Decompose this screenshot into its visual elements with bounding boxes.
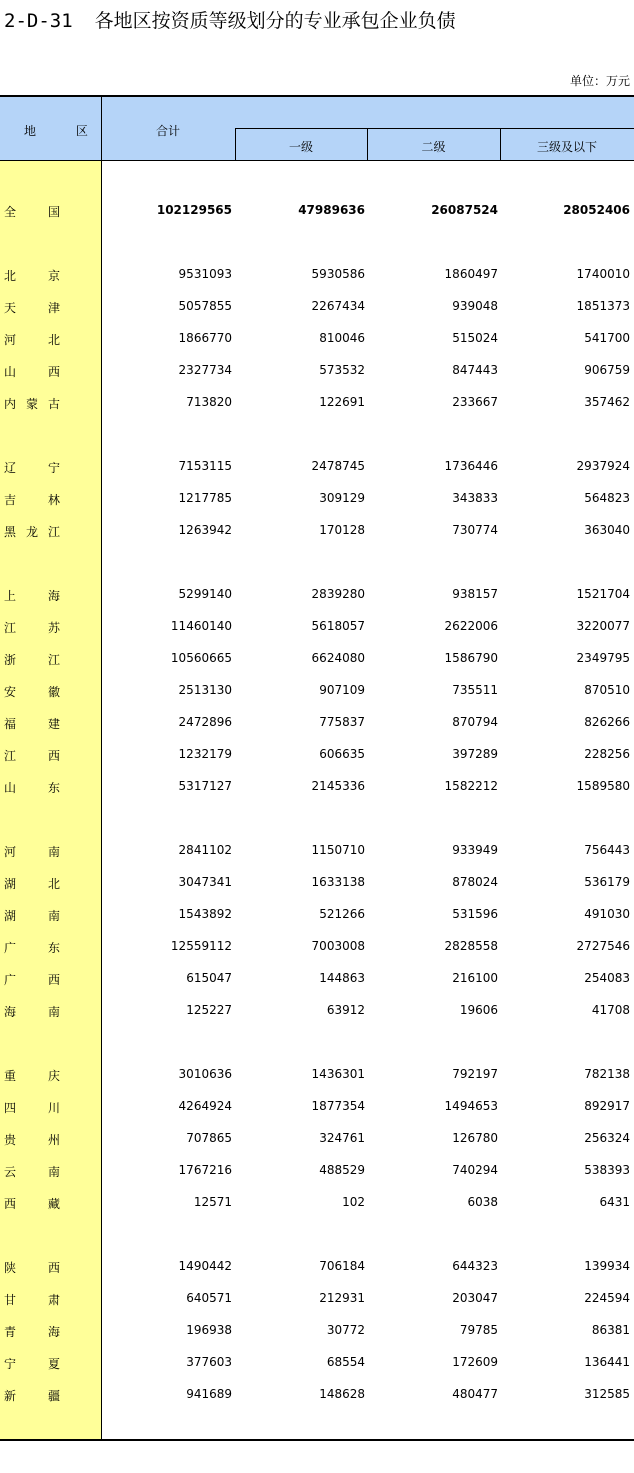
cell-total: 3010636 [178,1067,232,1081]
region-name-char: 宁 [4,1357,17,1371]
region-name [4,1003,60,1020]
region-name [4,715,60,732]
region-name-char: 江 [4,621,17,635]
region-name-char: 上 [4,589,17,603]
cell-total: 102129565 [156,203,232,217]
cell-level1: 606635 [319,747,365,761]
cell-level3: 228256 [584,747,630,761]
region-name-char: 南 [47,909,60,923]
region-name-char: 西 [47,749,60,763]
cell-level3: 1851373 [576,299,630,313]
region-name [4,1099,60,1116]
cell-level2: 203047 [452,1291,498,1305]
table-row [0,360,634,380]
cell-level2: 19606 [459,1003,498,1017]
region-name-char: 北 [47,333,60,347]
region-name-char: 蒙 [25,397,38,411]
region-name [4,651,60,668]
cell-level3: 2727546 [576,939,630,953]
cell-level3: 892917 [584,1099,630,1113]
region-name-char: 夏 [47,1357,60,1371]
cell-level2: 847443 [452,363,498,377]
cell-level1: 212931 [319,1291,365,1305]
region-name-char: 藏 [47,1197,60,1211]
cell-level1: 148628 [319,1387,365,1401]
cell-level3: 28052406 [563,203,630,217]
region-name-char: 西 [47,1261,60,1275]
region-name-char: 湖 [4,877,17,891]
cell-level2: 2622006 [444,619,498,633]
region-name [4,683,60,700]
cell-level2: 1736446 [444,459,498,473]
region-name-char: 安 [4,685,17,699]
table-row [0,616,634,636]
region-name-char: 全 [4,205,17,219]
table-row [0,1000,634,1020]
region-name-char: 贵 [4,1133,17,1147]
region-name [4,971,60,988]
region-name-char: 龙 [25,525,38,539]
table-row [0,968,634,988]
header-region: 地 区 [24,124,106,138]
region-name-char: 东 [47,781,60,795]
table-row [0,904,634,924]
table-row [0,488,634,508]
cell-total: 12559112 [170,939,232,953]
cell-level1: 1436301 [311,1067,365,1081]
cell-level1: 1150710 [311,843,365,857]
region-name [4,1387,60,1404]
cell-level3: 41708 [591,1003,630,1017]
region-name [4,1195,60,1212]
cell-level2: 216100 [452,971,498,985]
region-name-char: 青 [4,1325,17,1339]
cell-level3: 136441 [584,1355,630,1369]
cell-level1: 324761 [319,1131,365,1145]
cell-total: 615047 [186,971,232,985]
cell-level3: 2937924 [576,459,630,473]
region-name-char: 广 [4,941,17,955]
region-name-char: 南 [47,845,60,859]
cell-total: 1543892 [178,907,232,921]
cell-level3: 538393 [584,1163,630,1177]
table-row [0,936,634,956]
cell-level1: 2145336 [311,779,365,793]
region-name-char: 苏 [47,621,60,635]
cell-level1: 573532 [319,363,365,377]
cell-total: 4264924 [178,1099,232,1113]
cell-total: 196938 [186,1323,232,1337]
cell-level3: 826266 [584,715,630,729]
region-name-char: 南 [47,1165,60,1179]
region-name [4,1163,60,1180]
table-row [0,1288,634,1308]
cell-level2: 792197 [452,1067,498,1081]
page-title [4,6,456,33]
cell-level1: 6624080 [311,651,365,665]
table-row [0,584,634,604]
cell-level2: 515024 [452,331,498,345]
region-name-char: 湖 [4,909,17,923]
region-name [4,1067,60,1084]
region-name-char: 北 [47,877,60,891]
region-name [4,331,60,348]
region-name [4,1355,60,1372]
region-name-char: 东 [47,941,60,955]
table-row [0,712,634,732]
cell-level1: 1633138 [311,875,365,889]
region-name-char: 北 [4,269,17,283]
cell-level3: 357462 [584,395,630,409]
cell-total: 125227 [186,1003,232,1017]
cell-total: 5057855 [178,299,232,313]
table-row [0,264,634,284]
cell-level3: 491030 [584,907,630,921]
cell-total: 377603 [186,1355,232,1369]
cell-level2: 126780 [452,1131,498,1145]
table-row [0,648,634,668]
table-row [0,1160,634,1180]
region-name [4,203,60,220]
subheader-rule [235,128,634,129]
region-name [4,1291,60,1308]
table-code: 2-D-31 [4,10,73,32]
table-row [0,840,634,860]
cell-level2: 480477 [452,1387,498,1401]
region-name [4,395,60,412]
region-name-char: 江 [4,749,17,763]
cell-total: 1767216 [178,1163,232,1177]
cell-total: 5317127 [178,779,232,793]
cell-level3: 6431 [599,1195,630,1209]
region-name-char: 西 [47,365,60,379]
cell-level2: 1582212 [444,779,498,793]
cell-level2: 79785 [459,1323,498,1337]
cell-level2: 1494653 [444,1099,498,1113]
cell-level1: 706184 [319,1259,365,1273]
cell-level1: 63912 [326,1003,365,1017]
cell-level2: 2828558 [444,939,498,953]
cell-level1: 47989636 [298,203,365,217]
table-row [0,456,634,476]
region-name-char: 云 [4,1165,17,1179]
cell-level3: 1740010 [576,267,630,281]
region-name-char: 南 [47,1005,60,1019]
cell-total: 2513130 [178,683,232,697]
region-name-char: 山 [4,781,17,795]
cell-level1: 2839280 [311,587,365,601]
region-name-char: 天 [4,301,17,315]
region-name-char: 海 [4,1005,17,1019]
region-name-char: 浙 [4,653,17,667]
cell-level2: 878024 [452,875,498,889]
cell-total: 1490442 [178,1259,232,1273]
table-row [0,296,634,316]
cell-level2: 233667 [452,395,498,409]
cell-level1: 102 [342,1195,365,1209]
table-row [0,744,634,764]
table-title: 各地区按资质等级划分的专业承包企业负债 [94,10,456,32]
region-name [4,939,60,956]
region-name-char: 州 [47,1133,60,1147]
region-name-char: 川 [47,1101,60,1115]
header-rule [0,160,634,161]
cell-level1: 5930586 [311,267,365,281]
region-name-char: 庆 [47,1069,60,1083]
cell-level1: 488529 [319,1163,365,1177]
region-name-char: 河 [4,845,17,859]
cell-total: 10560665 [170,651,232,665]
cell-level2: 343833 [452,491,498,505]
cell-total: 1866770 [178,331,232,345]
region-name [4,1131,60,1148]
cell-level2: 740294 [452,1163,498,1177]
region-name-char: 河 [4,333,17,347]
cell-level3: 139934 [584,1259,630,1273]
table-row [0,1128,634,1148]
cell-total: 2472896 [178,715,232,729]
region-name [4,363,60,380]
region-name-char: 国 [47,205,60,219]
cell-level1: 1877354 [311,1099,365,1113]
cell-level1: 2267434 [311,299,365,313]
cell-level2: 735511 [452,683,498,697]
cell-level3: 541700 [584,331,630,345]
table-row [0,392,634,412]
region-column [0,161,101,1439]
cell-total: 1263942 [178,523,232,537]
cell-level3: 224594 [584,1291,630,1305]
cell-level2: 644323 [452,1259,498,1273]
cell-level2: 730774 [452,523,498,537]
cell-level1: 7003008 [311,939,365,953]
top-rule [0,95,634,97]
region-name-char: 西 [4,1197,17,1211]
region-name [4,779,60,796]
region-name-char: 广 [4,973,17,987]
cell-level3: 536179 [584,875,630,889]
cell-level1: 30772 [326,1323,365,1337]
cell-level1: 810046 [319,331,365,345]
cell-total: 12571 [193,1195,232,1209]
cell-level3: 3220077 [576,619,630,633]
cell-level1: 144863 [319,971,365,985]
cell-level1: 122691 [319,395,365,409]
cell-level3: 1589580 [576,779,630,793]
table-row [0,776,634,796]
cell-level3: 363040 [584,523,630,537]
table-row [0,1096,634,1116]
region-name [4,267,60,284]
region-name [4,491,60,508]
region-name-char: 建 [47,717,60,731]
cell-level2: 870794 [452,715,498,729]
cell-level2: 6038 [467,1195,498,1209]
cell-total: 2327734 [178,363,232,377]
cell-level2: 938157 [452,587,498,601]
region-name [4,843,60,860]
region-name-char: 四 [4,1101,17,1115]
header-level2: 二级 [421,140,446,154]
region-name-char: 辽 [4,461,17,475]
bottom-rule [0,1439,634,1441]
region-name-char: 福 [4,717,17,731]
table-row [0,1384,634,1404]
cell-level1: 907109 [319,683,365,697]
cell-level3: 312585 [584,1387,630,1401]
cell-level3: 2349795 [576,651,630,665]
cell-level3: 86381 [591,1323,630,1337]
table-row [0,520,634,540]
cell-level3: 564823 [584,491,630,505]
table-row [0,872,634,892]
cell-level1: 68554 [326,1355,365,1369]
region-name-char: 宁 [47,461,60,475]
cell-level2: 1860497 [444,267,498,281]
cell-total: 9531093 [178,267,232,281]
cell-total: 1232179 [178,747,232,761]
cell-total: 707865 [186,1131,232,1145]
header-level3: 三级及以下 [536,140,597,154]
region-name [4,523,60,540]
region-name [4,619,60,636]
cell-level1: 170128 [319,523,365,537]
cell-level1: 775837 [319,715,365,729]
cell-level2: 26087524 [431,203,498,217]
cell-level3: 254083 [584,971,630,985]
table-row [0,1064,634,1084]
table-row [0,328,634,348]
table-row [0,200,634,220]
cell-level2: 397289 [452,747,498,761]
region-name-char: 西 [47,973,60,987]
cell-level2: 1586790 [444,651,498,665]
region-name [4,459,60,476]
region-name-char: 疆 [47,1389,60,1403]
header-level1: 一级 [288,140,313,154]
region-name-char: 重 [4,1069,17,1083]
cell-level3: 782138 [584,1067,630,1081]
cell-level3: 870510 [584,683,630,697]
cell-level2: 172609 [452,1355,498,1369]
cell-total: 7153115 [178,459,232,473]
region-name [4,875,60,892]
cell-level3: 756443 [584,843,630,857]
region-name-char: 内 [4,397,17,411]
region-name-char: 甘 [4,1293,17,1307]
cell-total: 3047341 [178,875,232,889]
table-row [0,1256,634,1276]
region-name [4,1259,60,1276]
region-name-char: 海 [47,589,60,603]
table-row [0,680,634,700]
cell-level2: 933949 [452,843,498,857]
header-total: 合计 [156,124,181,138]
cell-total: 640571 [186,1291,232,1305]
region-name [4,587,60,604]
cell-total: 713820 [186,395,232,409]
cell-total: 5299140 [178,587,232,601]
region-name-char: 海 [47,1325,60,1339]
region-name-char: 津 [47,301,60,315]
region-name-char: 古 [47,397,60,411]
region-name-char: 山 [4,365,17,379]
region-name-char: 徽 [47,685,60,699]
cell-level1: 521266 [319,907,365,921]
cell-total: 1217785 [178,491,232,505]
cell-total: 941689 [186,1387,232,1401]
cell-level1: 5618057 [311,619,365,633]
table-row [0,1352,634,1372]
cell-level3: 256324 [584,1131,630,1145]
cell-total: 2841102 [178,843,232,857]
region-name [4,747,60,764]
cell-level3: 906759 [584,363,630,377]
cell-level1: 2478745 [311,459,365,473]
region-name-char: 江 [47,525,60,539]
unit-label: 单位：万元 [569,74,630,88]
region-name-char: 黑 [4,525,17,539]
region-name [4,1323,60,1340]
table-row [0,1192,634,1212]
region-name-char: 吉 [4,493,17,507]
cell-level3: 1521704 [576,587,630,601]
cell-level2: 939048 [452,299,498,313]
region-name-char: 新 [4,1389,17,1403]
region-name [4,907,60,924]
region-name-char: 陕 [4,1261,17,1275]
region-name-char: 肃 [47,1293,60,1307]
cell-level2: 531596 [452,907,498,921]
cell-level1: 309129 [319,491,365,505]
region-name-char: 京 [47,269,60,283]
cell-total: 11460140 [170,619,232,633]
table-row [0,1320,634,1340]
region-name-char: 林 [47,493,60,507]
region-name-char: 江 [47,653,60,667]
region-name [4,299,60,316]
